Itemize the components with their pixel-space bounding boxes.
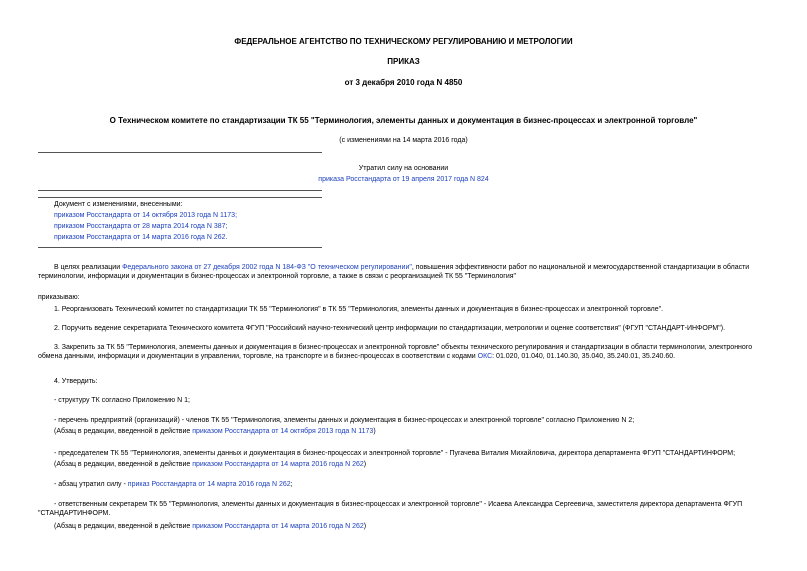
- federal-law-link[interactable]: Федерального закона от 27 декабря 2002 года N 184-ФЗ "О техническом регулировании": [122, 264, 412, 271]
- date-number: от 3 декабря 2010 года N 4850: [344, 78, 463, 87]
- edit-note-suffix: ): [373, 428, 376, 435]
- document-subject: О Техническом комитете по стандартизации ТК 55 "Терминология, элементы данных и документация в бизнес-процессах и электронной торговле": [109, 116, 698, 125]
- changes-intro: Документ с изменениями, внесенными:: [54, 201, 183, 208]
- item-1: 1. Реорганизовать Технический комитет по стандартизации ТК 55 "Терминология" в ТК 55 "Терминология, элементы данных и документация в бизнес-процессах и электронной торговле".: [54, 306, 664, 313]
- bullet-structure: - структуру ТК согласно Приложению N 1;: [54, 397, 190, 404]
- repealed-suffix: ;: [290, 481, 293, 488]
- edit-note-suffix: ): [363, 461, 367, 468]
- change-link[interactable]: приказом Росстандарта от 14 марта 2016 года N 262.: [54, 234, 228, 241]
- repealed-prefix: - абзац утратил силу -: [54, 481, 128, 488]
- edit-note-suffix: ): [363, 523, 367, 530]
- item-3-codes: : 01.020, 01.040, 01.140.30, 35.040, 35.240.01, 35.240.60.: [492, 353, 676, 361]
- edit-note-prefix: (Абзац в редакции, введенной в действие: [54, 428, 193, 435]
- edit-note-link[interactable]: приказом Росстандарта от 14 марта 2016 года N 262: [192, 523, 364, 530]
- preamble-text: В целях реализации: [54, 264, 123, 271]
- repealed-link[interactable]: приказ Росстандарта от 14 марта 2016 года N 262: [127, 481, 291, 488]
- bullet-secretary: - ответственным секретарем ТК 55 "Терминология, элементы данных и документация в бизнес-процессах и электронной торговле" - Исаева Александра Сергеевича, заместителя директора департамента ФГУП "СТАНДАРТИНФОРМ.: [38, 501, 743, 518]
- bullet-members: - перечень предприятий (организаций) - членов ТК 55 "Терминология, элементы данных и документация в бизнес-процессах и электронной торговле" согласно Приложению N 2;: [54, 417, 635, 424]
- item-2: 2. Поручить ведение секретариата Технического комитета ФГУП "Российский научно-технический центр информации по стандартизации, метрологии и оценке соответствия" (ФГУП "СТАНДАРТ-ИНФОРМ").: [54, 325, 726, 332]
- lost-force-text: Утратил силу на основании: [358, 165, 449, 172]
- agency-title: ФЕДЕРАЛЬНОЕ АГЕНТСТВО ПО ТЕХНИЧЕСКОМУ РЕГУЛИРОВАНИЮ И МЕТРОЛОГИИ: [234, 37, 573, 46]
- bullet-repealed: [38, 480, 773, 489]
- edit-note-prefix: (Абзац в редакции, введенной в действие: [54, 461, 193, 468]
- edit-note-link[interactable]: приказом Росстандарта от 14 марта 2016 года N 262: [192, 461, 364, 468]
- edit-note: [38, 460, 773, 469]
- order-word: приказываю:: [38, 294, 80, 301]
- edit-note: [38, 427, 773, 436]
- divider: [38, 190, 322, 191]
- bullet-chairman: - председателем ТК 55 "Терминология, элементы данных и документация в бизнес-процессах и электронной торговле" - Пугачева Виталия Михайловича, директора департамента ФГУП "СТАНДАРТИНФОРМ;: [54, 450, 736, 457]
- item-3: [38, 343, 773, 361]
- doc-type: ПРИКАЗ: [387, 57, 420, 66]
- change-link[interactable]: приказом Росстандарта от 28 марта 2014 года N 387;: [54, 223, 228, 230]
- change-link[interactable]: приказом Росстандарта от 14 октября 2013 года N 1173;: [54, 212, 238, 219]
- oks-link[interactable]: ОКС: [477, 353, 493, 361]
- amendments-note: (с изменениями на 14 марта 2016 года): [339, 137, 468, 144]
- divider: [38, 197, 322, 198]
- edit-note: [38, 522, 773, 531]
- edit-note-link[interactable]: приказом Росстандарта от 14 октября 2013 года N 1173: [192, 428, 374, 435]
- edit-note-prefix: (Абзац в редакции, введенной в действие: [54, 523, 193, 530]
- item-3-text: 3. Закрепить за ТК 55 "Терминология, элементы данных и документация в бизнес-процессах и электронной торговле" объекты технического регулирования и стандартизации в области терминологии, электронного обмена данными, информации и документации в управлении, торговле, на транспорте и в бизнес-процессах в соответствии с кодами: [38, 344, 753, 361]
- divider: [38, 247, 322, 248]
- preamble-text: , повышения эффективности работ по национальной и межгосударственной стандартизации в области терминологии, информации и документации в бизнес-процессах и электронной торговле, а также в связи с реорганизацией ТК 55 "Терминология": [38, 264, 750, 281]
- item-4: 4. Утвердить:: [54, 378, 98, 385]
- divider: [38, 152, 322, 153]
- lost-force-link[interactable]: приказа Росстандарта от 19 апреля 2017 года N 824: [318, 176, 489, 183]
- preamble-paragraph: [38, 263, 773, 281]
